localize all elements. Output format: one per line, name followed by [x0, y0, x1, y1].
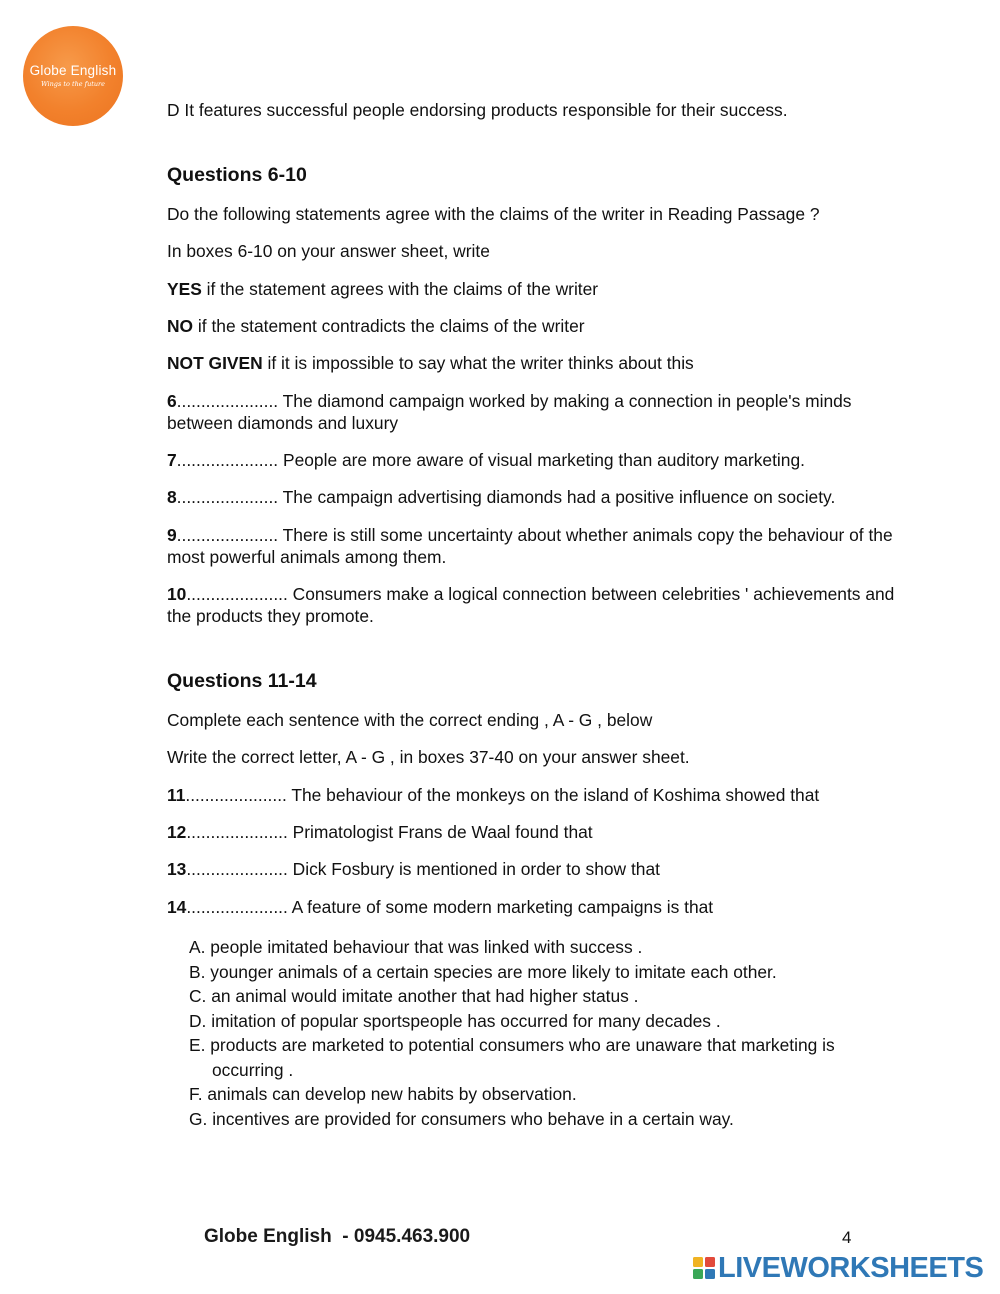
- ending-option-a: A. people imitated behaviour that was linked with success .: [189, 937, 643, 957]
- heading-questions-6-10: Questions 6-10: [167, 164, 307, 186]
- answer-blank[interactable]: .....................: [186, 859, 288, 879]
- question-text: The diamond campaign worked by making a connection in people's minds between diamonds and luxury: [167, 391, 852, 433]
- question-14: [167, 896, 713, 918]
- intro-option-d: D It features successful people endorsing products responsible for their success.: [167, 100, 788, 120]
- question-9: [167, 524, 912, 568]
- question-10: [167, 583, 912, 627]
- answer-blank[interactable]: .....................: [176, 450, 279, 470]
- key-no: [167, 315, 585, 337]
- answer-blank[interactable]: .....................: [176, 525, 279, 545]
- question-12: [167, 821, 593, 843]
- question-text: Primatologist Frans de Waal found that: [287, 822, 593, 842]
- key-term: NO: [167, 316, 194, 336]
- question-8: [167, 486, 912, 508]
- instruction-write-letter: Write the correct letter, A - G , in boxes 37-40 on your answer sheet.: [167, 747, 690, 767]
- key-description: if the statement contradicts the claims of the writer: [193, 316, 585, 336]
- globe-english-logo: [23, 26, 123, 126]
- key-description: if it is impossible to say what the writer thinks about this: [262, 353, 694, 373]
- instruction-agree: Do the following statements agree with the claims of the writer in Reading Passage ?: [167, 204, 820, 224]
- question-text: There is still some uncertainty about whether animals copy the behaviour of the most powerful animals among them.: [167, 525, 893, 567]
- key-yes: [167, 278, 598, 300]
- question-text: The behaviour of the monkeys on the island of Koshima showed that: [286, 785, 820, 805]
- question-number: 14: [167, 897, 187, 917]
- answer-blank[interactable]: .....................: [176, 391, 279, 411]
- answer-blank[interactable]: .....................: [186, 897, 288, 917]
- ending-option-f: F. animals can develop new habits by observation.: [189, 1084, 577, 1104]
- liveworksheets-wordmark: LIVEWORKSHEETS: [718, 1251, 984, 1284]
- instruction-complete: Complete each sentence with the correct ending , A - G , below: [167, 710, 653, 730]
- question-number: 7: [167, 450, 177, 470]
- question-text: Consumers make a logical connection between celebrities ' achievements and the products they promote.: [167, 584, 895, 626]
- question-number: 10: [167, 584, 187, 604]
- question-number: 6: [167, 391, 177, 411]
- question-text: Dick Fosbury is mentioned in order to show that: [287, 859, 660, 879]
- question-6: [167, 390, 912, 434]
- key-term: NOT GIVEN: [167, 353, 263, 373]
- ending-option-c: C. an animal would imitate another that had higher status .: [189, 986, 639, 1006]
- question-number: 9: [167, 525, 177, 545]
- question-number: 12: [167, 822, 187, 842]
- logo-tagline: Wings to the future: [40, 80, 106, 88]
- answer-blank[interactable]: .....................: [176, 487, 279, 507]
- question-11: [167, 784, 819, 806]
- liveworksheets-brand[interactable]: [693, 1251, 983, 1285]
- question-7: [167, 449, 912, 471]
- liveworksheets-icon: [693, 1257, 715, 1279]
- ending-option-d: D. imitation of popular sportspeople has occurred for many decades .: [189, 1010, 721, 1031]
- sentence-endings-list: [189, 935, 889, 1131]
- key-not-given: [167, 352, 694, 374]
- ending-option-e: E. products are marketed to potential consumers who are unaware that marketing is occurring .: [189, 1035, 835, 1080]
- question-number: 11: [167, 785, 186, 805]
- question-text: A feature of some modern marketing campaigns is that: [287, 897, 714, 917]
- page-number: 4: [842, 1228, 852, 1247]
- question-text: The campaign advertising diamonds had a positive influence on society.: [278, 487, 836, 507]
- key-description: if the statement agrees with the claims of the writer: [201, 279, 599, 299]
- question-13: [167, 858, 660, 880]
- question-number: 13: [167, 859, 187, 879]
- ending-option-b: B. younger animals of a certain species are more likely to imitate each other.: [189, 961, 777, 982]
- question-number: 8: [167, 487, 177, 507]
- instruction-boxes: In boxes 6-10 on your answer sheet, write: [167, 241, 490, 261]
- answer-blank[interactable]: .....................: [186, 822, 288, 842]
- key-term: YES: [167, 279, 202, 299]
- heading-questions-11-14: Questions 11-14: [167, 670, 317, 692]
- footer-contact: Globe English - 0945.463.900: [204, 1226, 471, 1247]
- answer-blank[interactable]: .....................: [185, 785, 287, 805]
- logo-title: Globe English: [29, 63, 117, 78]
- ending-option-g: G. incentives are provided for consumers who behave in a certain way.: [189, 1108, 734, 1129]
- answer-blank[interactable]: .....................: [186, 584, 288, 604]
- question-text: People are more aware of visual marketing than auditory marketing.: [278, 450, 805, 470]
